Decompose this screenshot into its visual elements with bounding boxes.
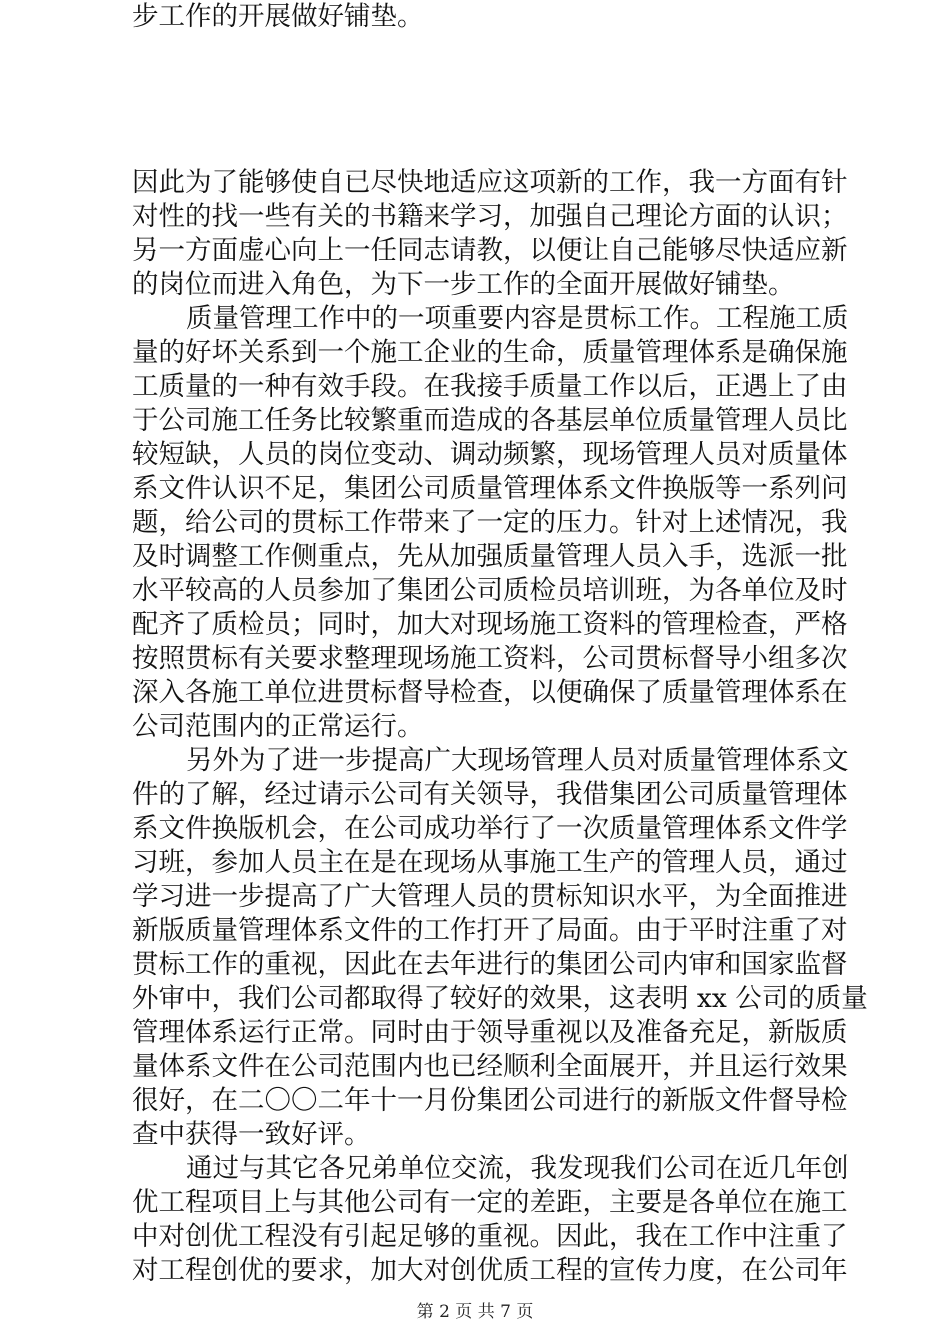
text-line-content: 很好，在二〇〇二年十一月份集团公司进行的新版文件督导检	[132, 1085, 848, 1116]
text-line-content: 系文件换版机会，在公司成功举行了一次质量管理体系文件学	[132, 813, 848, 844]
text-line-content: 中对创优工程没有引起足够的重视。因此，我在工作中注重了	[132, 1221, 848, 1252]
text-line	[0, 336, 950, 370]
text-line	[0, 1016, 950, 1050]
text-line	[0, 914, 950, 948]
text-line	[0, 268, 950, 302]
text-line-content: 系文件认识不足，集团公司质量管理体系文件换版等一系列问	[132, 473, 848, 504]
text-line	[0, 812, 950, 846]
text-line-content: 公司范围内的正常运行。	[132, 711, 424, 742]
text-line-content: 管理体系运行正常。同时由于领导重视以及准备充足，新版质	[132, 1017, 848, 1048]
page-number-footer: 第 2 页 共 7 页	[416, 1302, 534, 1322]
text-line	[0, 642, 950, 676]
text-line	[0, 608, 950, 642]
text-line	[0, 200, 950, 234]
text-line-content: 步工作的开展做好铺垫。	[132, 1, 424, 32]
text-line	[0, 1186, 950, 1220]
text-line-content: 于公司施工任务比较繁重而造成的各基层单位质量管理人员比	[132, 405, 848, 436]
text-line	[0, 472, 950, 506]
text-line-content: 因此为了能够使自已尽快地适应这项新的工作，我一方面有针	[132, 167, 848, 198]
text-line-content: 件的了解，经过请示公司有关领导，我借集团公司质量管理体	[132, 779, 848, 810]
text-line-content: 对工程创优的要求，加大对创优质工程的宣传力度，在公司年	[132, 1255, 848, 1286]
text-line	[0, 234, 950, 268]
text-line-content: 新版质量管理体系文件的工作打开了局面。由于平时注重了对	[132, 915, 848, 946]
text-line	[0, 1220, 950, 1254]
text-line	[0, 438, 950, 472]
text-line-content: 习班，参加人员主在是在现场从事施工生产的管理人员，通过	[132, 847, 848, 878]
text-line-content: 配齐了质检员；同时，加大对现场施工资料的管理检查，严格	[132, 609, 848, 640]
text-line-content: 查中获得一致好评。	[132, 1119, 371, 1150]
text-line-content: 贯标工作的重视，因此在去年进行的集团公司内审和国家监督	[132, 949, 848, 980]
text-line-content: 另一方面虚心向上一任同志请教，以便让自己能够尽快适应新	[132, 235, 848, 266]
text-line-content: 另外为了进一步提高广大现场管理人员对质量管理体系文	[186, 745, 849, 776]
text-line-content: 量体系文件在公司范围内也已经顺利全面展开，并且运行效果	[132, 1051, 848, 1082]
text-line	[0, 948, 950, 982]
text-line	[0, 982, 950, 1016]
text-line-content: 深入各施工单位进贯标督导检查，以便确保了质量管理体系在	[132, 677, 848, 708]
text-line-content: 较短缺，人员的岗位变动、调动频繁，现场管理人员对质量体	[132, 439, 848, 470]
text-line-content: 学习进一步提高了广大管理人员的贯标知识水平，为全面推进	[132, 881, 848, 912]
text-line	[0, 1118, 950, 1152]
text-line-content: 外审中，我们公司都取得了较好的效果，这表明 xx 公司的质量	[132, 983, 868, 1014]
text-line-content: 对性的找一些有关的书籍来学习，加强自己理论方面的认识；	[132, 201, 848, 232]
text-line	[0, 574, 950, 608]
text-line	[0, 540, 950, 574]
text-line-content: 通过与其它各兄弟单位交流，我发现我们公司在近几年创	[186, 1153, 849, 1184]
paragraph-first-line	[0, 302, 950, 336]
text-line-content: 的岗位而进入角色，为下一步工作的全面开展做好铺垫。	[132, 269, 795, 300]
text-line-content: 水平较高的人员参加了集团公司质检员培训班，为各单位及时	[132, 575, 848, 606]
text-line	[0, 1254, 950, 1288]
text-line	[0, 710, 950, 744]
text-line	[0, 370, 950, 404]
text-line-content: 量的好坏关系到一个施工企业的生命，质量管理体系是确保施	[132, 337, 848, 368]
text-line-content: 题，给公司的贯标工作带来了一定的压力。针对上述情况，我	[132, 507, 848, 538]
text-line	[0, 676, 950, 710]
paragraph-first-line	[0, 744, 950, 778]
text-line-content: 质量管理工作中的一项重要内容是贯标工作。工程施工质	[186, 303, 849, 334]
text-line	[0, 1050, 950, 1084]
text-line	[0, 0, 950, 34]
text-line	[0, 880, 950, 914]
text-line	[0, 846, 950, 880]
text-line	[0, 404, 950, 438]
text-line	[0, 506, 950, 540]
text-line	[0, 1084, 950, 1118]
paragraph-first-line	[0, 1152, 950, 1186]
text-line-content: 及时调整工作侧重点，先从加强质量管理人员入手，选派一批	[132, 541, 848, 572]
text-line	[0, 778, 950, 812]
text-line	[0, 166, 950, 200]
text-line-content: 工质量的一种有效手段。在我接手质量工作以后，正遇上了由	[132, 371, 848, 402]
text-line-content: 按照贯标有关要求整理现场施工资料，公司贯标督导小组多次	[132, 643, 848, 674]
text-line-content: 优工程项目上与其他公司有一定的差距，主要是各单位在施工	[132, 1187, 848, 1218]
